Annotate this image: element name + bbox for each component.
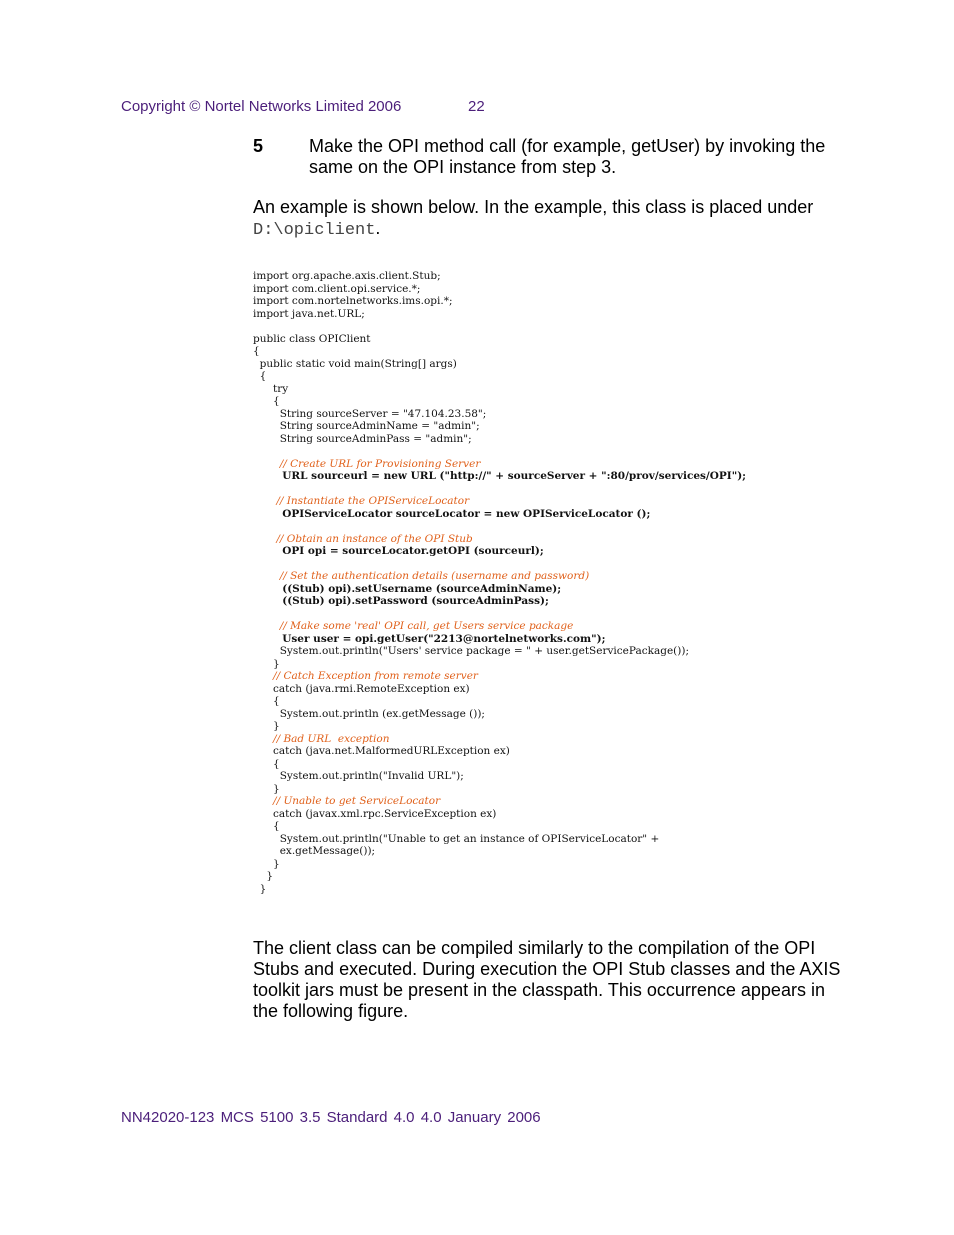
code-line: catch (javax.xml.rpc.ServiceException ex): [253, 807, 497, 820]
code-line: }: [253, 657, 280, 670]
code-line: [253, 445, 853, 458]
code-line: {: [253, 757, 280, 770]
code-line: {: [253, 370, 267, 382]
code-line: System.out.println("Unable to get an instance of OPIServiceLocator" +: [253, 832, 660, 845]
intro-paragraph: [253, 197, 843, 241]
code-line: {: [253, 345, 260, 357]
code-line: ((Stub) opi).setPassword (sourceAdminPass);: [253, 595, 549, 607]
code-line: // Obtain an instance of the OPI Stub: [253, 532, 473, 545]
code-line: }: [253, 782, 280, 795]
code-line: OPI opi = sourceLocator.getOPI (sourceurl);: [253, 545, 544, 557]
code-line: ex.getMessage());: [253, 845, 376, 857]
step-text: Make the OPI method call (for example, getUser) by invoking the same on the OPI instance from step 3.: [309, 136, 826, 177]
code-line: String sourceServer = "47.104.23.58";: [253, 407, 487, 420]
code-line: catch (java.net.MalformedURLException ex): [253, 745, 510, 757]
code-line: [253, 320, 853, 333]
code-line: System.out.println("Users' service package = " + user.getServicePackage());: [253, 645, 689, 657]
copyright-header: Copyright © Nortel Networks Limited 2006: [121, 98, 402, 115]
code-line: {: [253, 695, 280, 707]
intro-suffix: .: [375, 218, 381, 238]
code-line: [253, 520, 853, 533]
code-line: import java.net.URL;: [253, 307, 365, 320]
code-line: try: [253, 382, 289, 395]
code-line: {: [253, 395, 280, 407]
code-line: User user = opi.getUser("2213@nortelnetworks.com");: [253, 632, 606, 645]
code-line: }: [253, 857, 280, 870]
step-number: 5: [253, 136, 264, 156]
intro-path: D:\opiclient: [253, 221, 376, 240]
code-line: }: [253, 870, 274, 882]
code-line: }: [253, 882, 267, 895]
code-line: import com.nortelnetworks.ims.opi.*;: [253, 295, 453, 307]
code-line: [253, 608, 853, 621]
code-line: String sourceAdminName = "admin";: [253, 420, 480, 432]
code-line: URL sourceurl = new URL ("http://" + sourceServer + ":80/prov/services/OPI");: [253, 470, 747, 482]
code-line: }: [253, 720, 280, 732]
code-listing: [253, 270, 853, 895]
code-line: public static void main(String[] args): [253, 357, 457, 370]
code-line: System.out.println (ex.getMessage ());: [253, 707, 485, 720]
code-line: import com.client.opi.service.*;: [253, 282, 421, 295]
closing-paragraph: The client class can be compiled similarly to the compilation of the OPI Stubs and executed. During execution the OPI Stub classes and the AXIS toolkit jars must be present in the classpath. This occurrence appears in the following figure.: [253, 938, 841, 1021]
code-line: // Make some 'real' OPI call, get Users service package: [253, 620, 574, 632]
code-line: [253, 558, 853, 571]
code-line: {: [253, 820, 280, 832]
code-line: ((Stub) opi).setUsername (sourceAdminName);: [253, 582, 562, 595]
code-line: System.out.println("Invalid URL");: [253, 770, 464, 782]
code-line: public class OPIClient: [253, 332, 371, 345]
code-line: OPIServiceLocator sourceLocator = new OPIServiceLocator ();: [253, 507, 651, 520]
code-line: // Create URL for Provisioning Server: [253, 457, 481, 470]
code-line: // Catch Exception from remote server: [253, 670, 478, 682]
code-line: [253, 483, 853, 496]
code-line: // Bad URL exception: [253, 732, 390, 745]
document-footer: NN42020-123 MCS 5100 3.5 Standard 4.0 4.0 January 2006: [121, 1109, 541, 1126]
code-line: import org.apache.axis.client.Stub;: [253, 270, 441, 282]
code-line: // Set the authentication details (username and password): [253, 570, 590, 582]
code-line: String sourceAdminPass = "admin";: [253, 432, 472, 445]
code-line: // Instantiate the OPIServiceLocator: [253, 495, 470, 507]
page-number: 22: [468, 98, 485, 115]
code-line: // Unable to get ServiceLocator: [253, 795, 441, 807]
code-line: catch (java.rmi.RemoteException ex): [253, 682, 470, 695]
intro-text: An example is shown below. In the example, this class is placed under: [253, 197, 814, 217]
